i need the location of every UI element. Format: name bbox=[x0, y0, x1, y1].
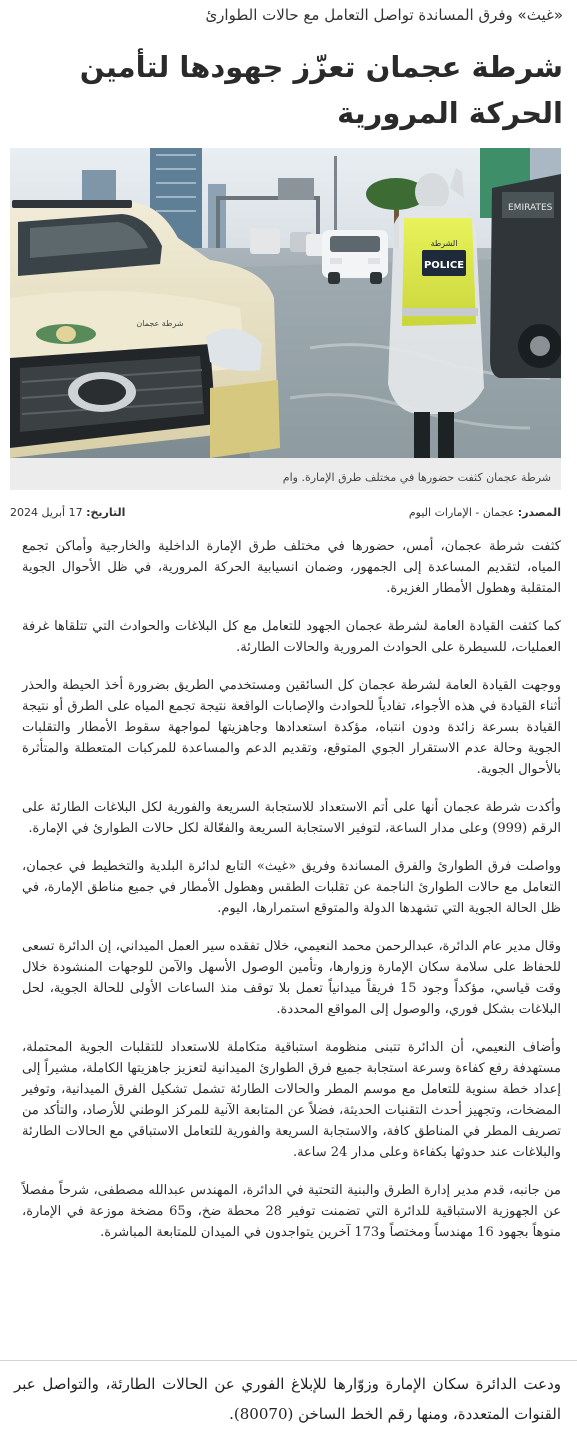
date-info bbox=[10, 506, 125, 519]
date-label: التاريخ: bbox=[86, 506, 126, 519]
vest-arabic-label: الشرطة bbox=[430, 239, 458, 248]
article-body bbox=[22, 536, 561, 1260]
vehicle-label: شرطة عجمان bbox=[136, 319, 184, 328]
article-paragraph: وقال مدير عام الدائرة، عبدالرحمن محمد النعيمي، خلال تفقده سير العمل الميداني، إن الدائرة تسعى للحفاظ على سلامة سكان الإمارة وزوارها، وتأمين الوصول الأسهل والآمن للوجهات المنشودة خلال وقت قياسي، مؤكداً وجود 15 فريقاً ميدانياً تعمل بلا توقف منذ الساعات الأولى للحالة الجوية، لحل البلاغات بشكل فوري، والوصول إلى المواقع المحددة. bbox=[22, 939, 562, 1017]
article-photo-box bbox=[10, 148, 561, 490]
article-paragraph: وأضاف النعيمي، أن الدائرة تتبنى منظومة استباقية متكاملة للاستعداد للتقلبات الجوية المحتملة، مستهدفة رفع كفاءة وسرعة استجابة جميع فرق الطوارئ الميدانية لتعزيز جاهزيتها الكاملة، مشيراً إلى إعداد خطة سنوية للتعامل مع موسم المطر والحالات الطارئة تشمل تشكيل الفرق الميدانية، وتوفير المضخات، وتجهيز أحدث التقنيات الحديثة، فضلاً عن المتابعة الآنية للمركز الوطني للأرصاد، والتأكد من تصريف المطر في المناطق كافة، والاستجابة السريعة والفورية للتعامل الاستباقي مع الحالات الطارئة والبلاغات عند حدوثها بكفاءة وعلى مدار 24 ساعة. bbox=[21, 1040, 561, 1160]
footer-banner bbox=[0, 1360, 577, 1444]
article-paragraph: كثفت شرطة عجمان، أمس، حضورها في مختلف طرق الإمارة الداخلية والخارجية وأماكن تجمع المياه، لتقديم المساعدة إلى الجمهور، وضمان انسيابية الحركة المرورية، في ظل الأحوال الجوية المتقلبة وهطول الأمطار الغزيرة. bbox=[22, 539, 561, 596]
photo-caption: شرطة عجمان كثفت حضورها في مختلف طرق الإمارة. وام bbox=[282, 471, 551, 484]
article-paragraph: وواصلت فرق الطوارئ والفرق المساندة وفريق «غيث» التابع لدائرة البلدية والتخطيط في عجمان، التعامل مع حالات الطوارئ الناجمة عن تقلبات الطقس وهطول الأمطار في جميع مناطق الإمارة، في ظل الحالة الجوية التي تشهدها الدولة والمتوقع استمرارها، اليوم. bbox=[22, 859, 561, 916]
source-value[interactable]: عجمان - الإمارات اليوم bbox=[408, 506, 515, 519]
article-kicker: «غيث» وفرق المساندة تواصل التعامل مع حالات الطوارئ bbox=[205, 6, 563, 24]
source-info bbox=[409, 506, 561, 519]
vest-police-label: POLICE bbox=[423, 260, 465, 271]
article-paragraph: ووجهت القيادة العامة لشرطة عجمان كل السائقين ومستخدمي الطريق بضرورة أخذ الحيطة والحذر أثناء القيادة في هذه الأجواء، تفادياً للحوادث والإصابات الواقعة نتيجة تجمع المياه على الطرق أو نتيجة القيادة بسرعة زائدة ودون انتباه، مؤكدة استعدادها وجاهزيتها لمواجهة سقوط الأمطار والتقلبات الجوية وحالة عدم الاستقرار الجوي المتوقع، وتقديم الدعم والمساعدة للمركبات المتعطلة والمتأثرة بالأحوال الجوية. bbox=[22, 678, 561, 777]
article-paragraph: من جانبه، قدم مدير إدارة الطرق والبنية التحتية في الدائرة، المهندس عبدالله مصطفى، شرحاً مفصلاً عن الجهوزية الاستباقية للدائرة التي تضمنت توفير 28 محطة ضخ، و65 مضخة موزعة في الإمارة، منوهاً بجهود 16 مهندساً ومختصاً و173 آخرين يتواجدون في الميدان للمتابعة المباشرة. bbox=[22, 1183, 561, 1240]
article-meta bbox=[10, 506, 561, 524]
footer-text: ودعت الدائرة سكان الإمارة وزوّارها للإبلاغ الفوري عن الحالات الطارئة، والتواصل عبر القنوات المتعددة، ومنها رقم الخط الساخن (80070). bbox=[14, 1375, 561, 1423]
article-photo[interactable] bbox=[10, 148, 561, 458]
van-label: EMIRATES bbox=[508, 203, 553, 213]
article-paragraph: كما كثفت القيادة العامة لشرطة عجمان الجهود للتعامل مع كل البلاغات والحوادث التي تتلقاها غرفة العمليات، للسيطرة على الحوادث المرورية والحالات الطارئة. bbox=[22, 619, 561, 655]
article-headline: شرطة عجمان تعزّز جهودها لتأمين الحركة المرورية bbox=[79, 50, 563, 130]
article-paragraph: وأكدت شرطة عجمان أنها على أتم الاستعداد للاستجابة السريعة والفورية لكل البلاغات الطارئة على الرقم (999) وعلى مدار الساعة، لتوفير الاستجابة السريعة والفعّالة لكل حالات الطوارئ في الإمارة. bbox=[22, 800, 561, 836]
flooded-road-photo bbox=[10, 148, 561, 458]
date-value: 17 أبريل 2024 bbox=[10, 506, 83, 519]
source-label: المصدر: bbox=[517, 506, 561, 519]
